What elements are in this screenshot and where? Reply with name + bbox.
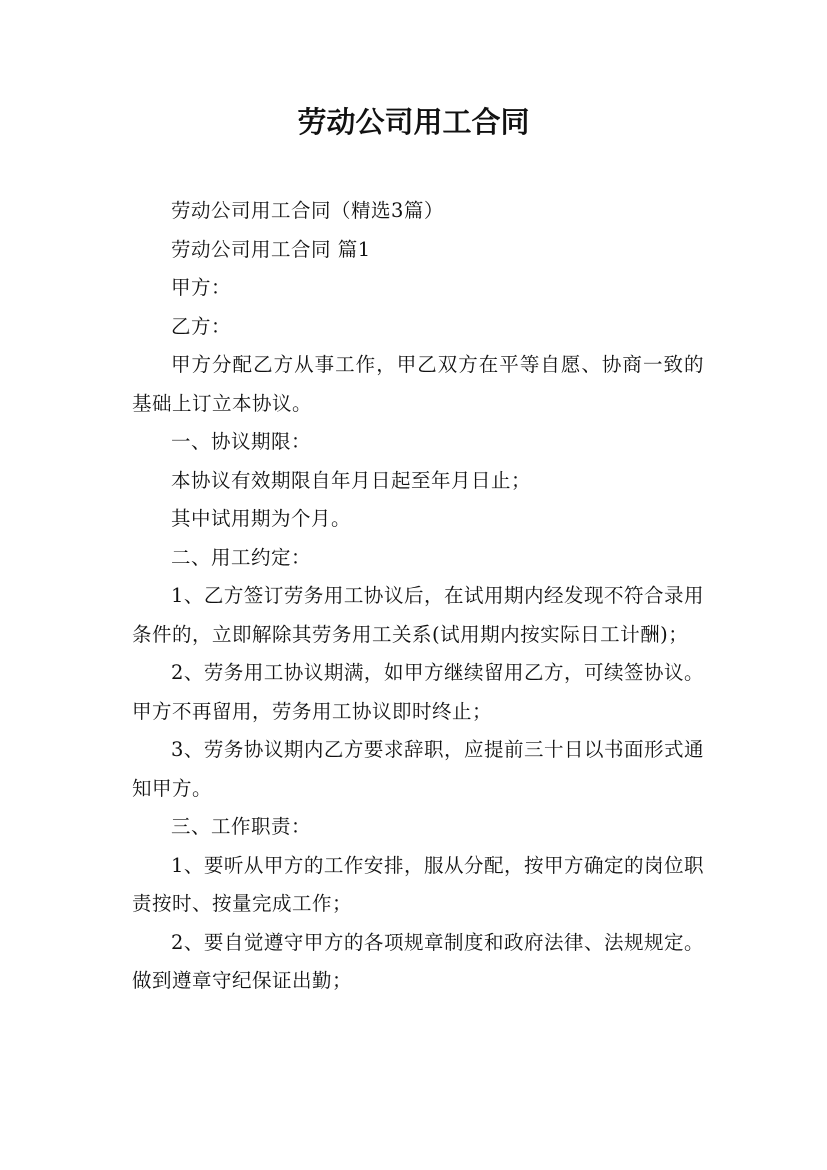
- paragraph-duties-1: 1、要听从甲方的工作安排，服从分配，按甲方确定的岗位职责按时、按量完成工作；: [132, 853, 704, 915]
- paragraph-heading-duties: 三、工作职责：: [171, 815, 312, 838]
- paragraph-section-heading: 劳动公司用工合同 篇1: [171, 237, 371, 261]
- paragraph-employment-1: 1、乙方签订劳务用工协议后，在试用期内经发现不符合录用条件的，立即解除其劳务用工关系(试用期内按实际日工计酬)；: [132, 584, 704, 646]
- paragraph-duties-2: 2、要自觉遵守甲方的各项规章制度和政府法律、法规规定。做到遵章守纪保证出勤；: [132, 930, 704, 992]
- paragraph-term-validity: 本协议有效期限自年月日起至年月日止；: [171, 468, 532, 492]
- paragraph-employment-3: 3、劳务协议期内乙方要求辞职，应提前三十日以书面形式通知甲方。: [132, 738, 704, 800]
- paragraph-subtitle: 劳动公司用工合同（精选3篇）: [171, 199, 444, 222]
- paragraph-heading-term: 一、协议期限：: [171, 430, 312, 453]
- document-body: [132, 192, 704, 1001]
- paragraph-intro: 甲方分配乙方从事工作，甲乙双方在平等自愿、协商一致的基础上订立本协议。: [132, 353, 704, 415]
- paragraph-employment-2: 2、劳务用工协议期满，如甲方继续留用乙方，可续签协议。甲方不再留用，劳务用工协议即时终止；: [132, 661, 704, 723]
- paragraph-party-a: 甲方：: [171, 276, 232, 299]
- paragraph-party-b: 乙方：: [171, 314, 232, 338]
- document-title: 劳动公司用工合同: [297, 105, 530, 139]
- paragraph-heading-employment: 二、用工约定：: [171, 545, 312, 569]
- paragraph-probation: 其中试用期为个月。: [171, 507, 352, 530]
